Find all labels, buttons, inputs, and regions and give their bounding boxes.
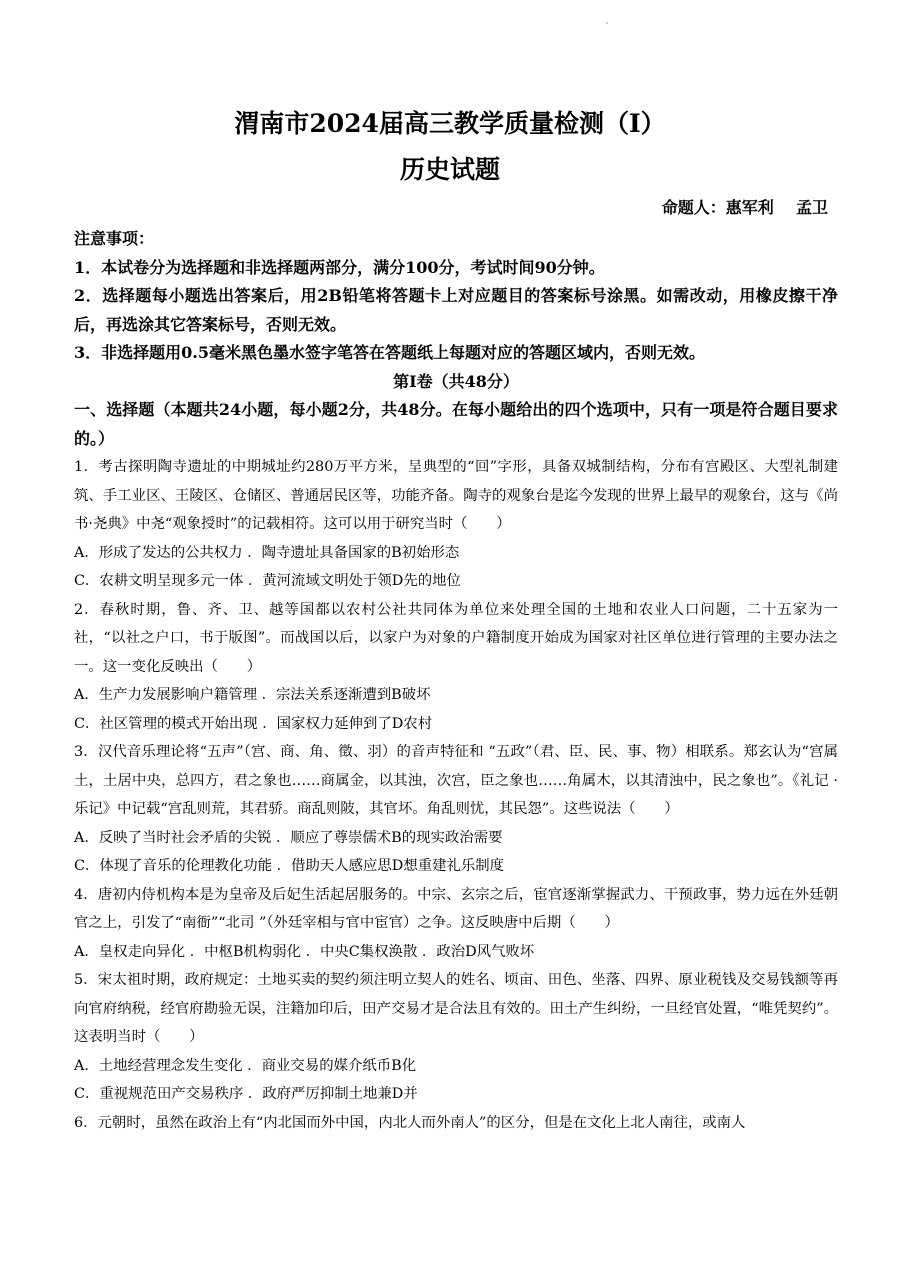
question-stem: 5．宋太祖时期，政府规定：土地买卖的契约须注明立契人的姓名、顷亩、田色、坐落、四界、原业税钱及交易钱额等再向官府纳税，经官府勘验无误，注籍加印后，田产交易才是合法且有效的。田土产生纠纷，一旦经官处置，“唯凭契约”。这表明当时（ ） (74, 972, 838, 1045)
question-options-row: A．土地经营理念发生变化 ．商业交易的媒介纸币B化 (74, 1057, 417, 1074)
question-5 (74, 966, 838, 1109)
question-options-row: C．社区管理的模式开始出现 ．国家权力延伸到了D农村 (74, 715, 433, 732)
notice-item-1: 1．本试卷分为选择题和非选择题两部分，满分100分，考试时间90分钟。 (74, 257, 605, 277)
question-6 (74, 1109, 838, 1138)
question-1 (74, 453, 838, 596)
question-stem: 2．春秋时期，鲁、齐、卫、越等国都以农村公社共同体为单位来处理全国的土地和农业人口问题，二十五家为一社，“以社之户口，书于版图”。而战国以后，以家户为对象的户籍制度开始成为国家对社区单位进行管理的主要办法之一。这一变化反映出（ ） (74, 601, 838, 675)
question-4 (74, 881, 838, 967)
exam-authors: 命题人：惠军利 孟卫 (661, 198, 828, 217)
question-stem: 1．考古探明陶寺遗址的中期城址约280万平方米，呈典型的“回”字形，具备双城制结构，分布有宫殿区、大型礼制建筑、手工业区、王陵区、仓储区、普通居民区等，功能齐备。陶寺的观象台是迄今发现的世界上最早的观象台，这与《尚书·尧典》中尧“观象授时”的记载相符。这可以用于研究当时（ ） (74, 459, 838, 532)
scan-speck (606, 22, 608, 24)
question-stem: 3．汉代音乐理论将“五声”（宫、商、角、徵、羽）的音声特征和 “五政”（君、臣、民、事、物）相联系。郑玄认为“宫属土，土居中央，总四方，君之象也……商属金，以其浊，次宫，臣之象也……角属木，以其清浊中，民之象也”。《礼记 ·乐记》中记载“宫乱则荒，其君骄。商乱则陂，其官坏。角乱则忧，其民怨”。这些说法（ ） (74, 744, 838, 817)
question-options-row: A．反映了当时社会矛盾的尖锐 ．顺应了尊崇儒术B的现实政治需要 (74, 829, 503, 846)
question-options-row: C．体现了音乐的伦理教化功能 ．借助天人感应思D想重建礼乐制度 (74, 858, 505, 874)
exam-subject: 历史试题 (399, 155, 500, 184)
question-3 (74, 738, 838, 881)
question-2 (74, 596, 838, 739)
exam-title: 渭南市2024届高三教学质量检测（Ⅰ） (234, 109, 666, 138)
notice-heading: 注意事项： (74, 229, 155, 248)
exam-body (74, 225, 838, 1137)
question-options-row: C．农耕文明呈现多元一体 ．黄河流域文明处于领D先的地位 (74, 573, 461, 589)
question-stem: 4．唐初内侍机构本是为皇帝及后妃生活起居服务的。中宗、玄宗之后，宦官逐渐掌握武力、干预政事，势力远在外廷朝官之上，引发了“南衙”“北司 ”（外廷宰相与官中宦官）之争。这反映唐中后期（ ） (74, 886, 838, 931)
question-options-row: A．皇权走向异化 ．中枢B机构弱化 ．中央C集权涣散 ．政治D风气败坏 (74, 943, 535, 960)
question-options-row: A．形成了发达的公共权力 ．陶寺遗址具备国家的B初始形态 (74, 544, 460, 561)
question-options-row: A．生产力发展影响户籍管理 ．宗法关系逐渐遭到B破坏 (74, 687, 431, 703)
volume-heading: 第Ⅰ卷（共48分） (393, 371, 519, 391)
notice-item-3: 3．非选择题用0.5毫米黑色墨水签字笔答在答题纸上每题对应的答题区域内，否则无效。 (74, 343, 705, 362)
notice-item-2: 2．选择题每小题选出答案后，用2B铅笔将答题卡上对应题目的答案标号涂黑。如需改动，用橡皮擦干净后，再选涂其它答案标号，否则无效。 (74, 286, 838, 334)
question-options-row: C．重视规范田产交易秩序 ．政府严厉抑制土地兼D并 (74, 1086, 418, 1102)
part-heading: 一、选择题（本题共24小题，每小题2分，共48分。在每小题给出的四个选项中，只有一项是符合题目要求的。） (74, 400, 838, 448)
question-stem: 6．元朝时，虽然在政治上有“内北国而外中国，内北人而外南人”的区分，但是在文化上北人南往，或南人 (74, 1114, 746, 1131)
